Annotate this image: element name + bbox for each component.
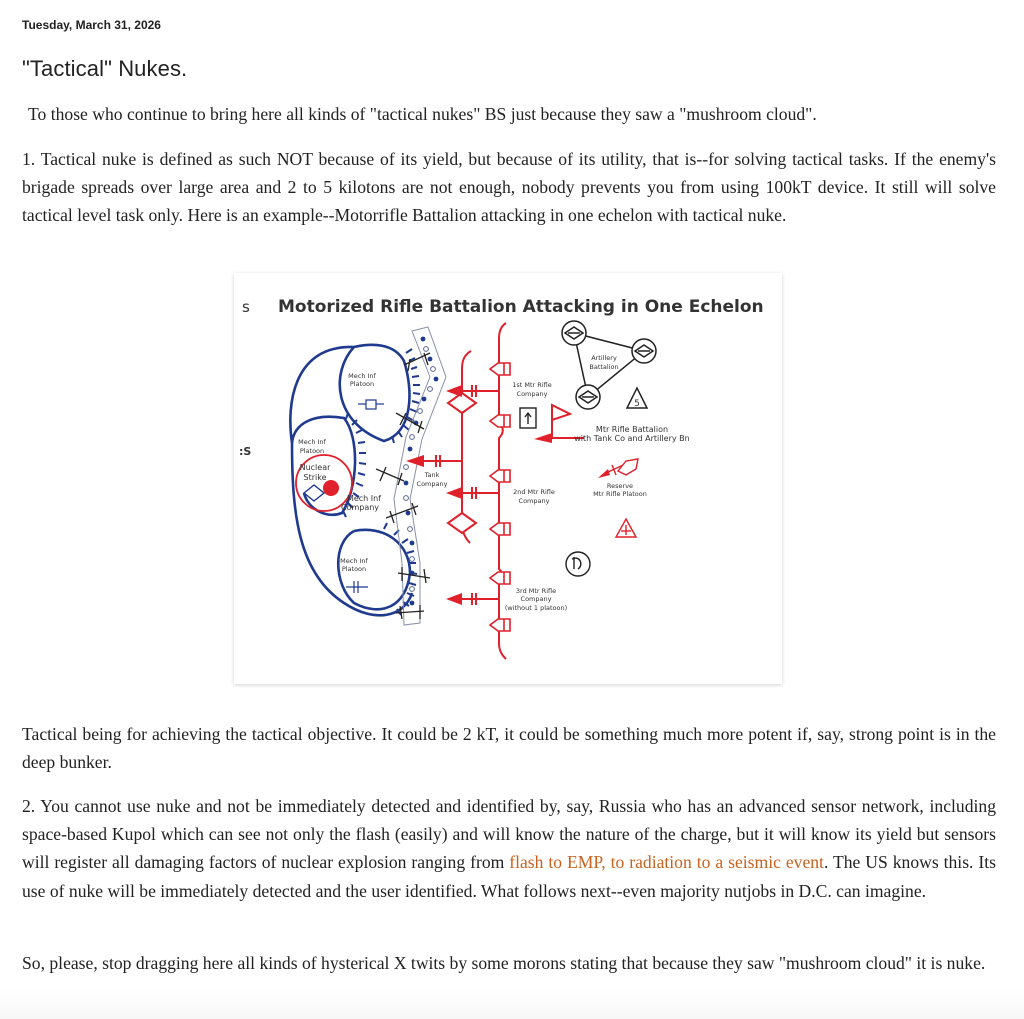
after-figure-paragraph: Tactical being for achieving the tactical objective. It could be 2 kT, it could be something much more potent if, say, strong point is in the deep bunker. — [22, 724, 996, 773]
intro-paragraph: To those who continue to bring here all kinds of "tactical nukes" BS just because they saw a "mushroom cloud". — [28, 104, 817, 124]
command-post-symbol — [520, 408, 536, 428]
battalion-hq-arrow-head — [534, 433, 552, 443]
supply-point-symbol — [566, 552, 590, 576]
label-first-company-2: Company — [516, 390, 548, 398]
point-2-text-before: 2. You cannot use nuke and not be immediately detected and identified by, say, Russia who has an advanced sensor network, including space-based Kupol which can see not only the flash (easily) and will know the nature of the charge, but it will know its yield but sensors will register all damaging factors of nuclear explosion ranging from — [22, 796, 996, 873]
label-mech-inf-platoon-mid-1: Mech Inf — [298, 438, 326, 446]
closing-paragraph: So, please, stop dragging here all kinds of hysterical X twits by some morons stating that because they saw "mushroom cloud" it is nuke. — [22, 953, 986, 973]
label-reserve-2: Mtr Rifle Platoon — [593, 490, 647, 498]
label-mech-inf-platoon-top-2: Platoon — [349, 380, 375, 388]
label-third-company-3: (without 1 platoon) — [504, 604, 568, 612]
reserve-arrow-head — [598, 469, 610, 478]
post-title[interactable]: "Tactical" Nukes. — [22, 56, 188, 81]
battalion-diagram — [234, 273, 782, 684]
reserve-platoon-symbol — [606, 459, 638, 475]
battalion-diagram-image[interactable] — [234, 273, 782, 684]
point-2-paragraph — [22, 792, 996, 905]
label-mech-inf-platoon-top-1: Mech Inf — [348, 372, 376, 380]
label-mech-inf-company-1: Mech Inf — [346, 494, 382, 503]
label-tank-company-2: Company — [416, 480, 448, 488]
artillery-triangle-number: 5 — [634, 399, 640, 409]
label-tank-company-1: Tank — [424, 471, 440, 479]
label-nuclear-strike-2: Strike — [303, 473, 327, 482]
label-artillery-1: Artillery — [591, 354, 617, 362]
page-bottom-fade — [0, 989, 1024, 1019]
point-2-text-after: . The US knows this. Its use of nuke will be immediately detected and the user identified. What follows next--even majority nutjobs in D.C. can imagine. — [22, 852, 996, 901]
label-first-company-1: 1st Mtr Rifle — [512, 381, 552, 389]
friendly-tank-company — [422, 351, 476, 543]
detection-link[interactable]: flash to EMP, to radiation to a seismic event — [509, 852, 824, 873]
label-battalion-hq-1: Mtr Rifle Battalion — [595, 425, 669, 434]
diagram-title: Motorized Rifle Battalion Attacking in One Echelon — [278, 297, 764, 317]
label-third-company-2: Company — [520, 595, 552, 603]
label-artillery-2: Battalion — [589, 363, 619, 371]
label-reserve-1: Reserve — [606, 482, 634, 490]
label-mech-inf-platoon-mid-2: Platoon — [299, 447, 325, 455]
label-mech-inf-platoon-bot-1: Mech Inf — [340, 557, 368, 565]
friendly-arrow-heads — [446, 385, 462, 605]
label-nuclear-strike-1: Nuclear — [299, 463, 331, 472]
point-1-paragraph: 1. Tactical nuke is defined as such NOT because of its yield, but because of its utility, that is--for solving tactical tasks. If the enemy's brigade spreads over large area and 2 to 5 kilotons are not enough, nobody prevents you from using 100kT device. It still will solve tactical level task only. Here is an example--Motorrifle Battalion attacking in one echelon with tactical nuke. — [22, 149, 996, 226]
tank-company-arrow-head — [406, 455, 424, 467]
label-third-company-1: 3rd Mtr Rifle — [515, 587, 557, 595]
friendly-medical-triangle — [616, 519, 636, 537]
diagram-edge-letter-top: s — [242, 298, 250, 316]
label-second-company-1: 2nd Mtr Rifle — [513, 488, 555, 496]
label-second-company-2: Company — [518, 497, 550, 505]
label-battalion-hq-2: with Tank Co and Artillery Bn — [574, 434, 690, 443]
post-date: Tuesday, March 31, 2026 — [22, 18, 161, 32]
label-mech-inf-platoon-bot-2: Platoon — [341, 565, 367, 573]
label-mech-inf-company-2: Company — [340, 503, 380, 512]
diagram-edge-letter-mid: :S — [239, 445, 252, 458]
